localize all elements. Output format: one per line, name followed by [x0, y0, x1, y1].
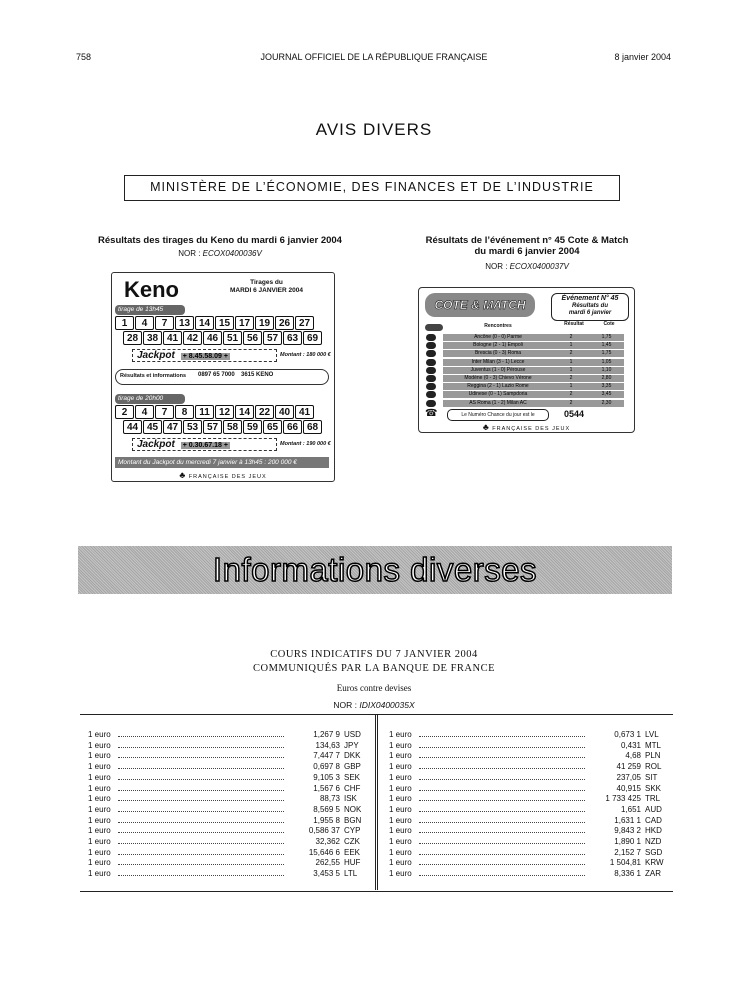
- draw1-row2: [123, 331, 322, 345]
- keno-number: 13: [175, 316, 194, 330]
- keno-card: [111, 272, 335, 482]
- rate-value: 0,697 8: [313, 762, 340, 772]
- rate-unit: 1 euro: [389, 783, 412, 793]
- keno-number: 38: [143, 331, 162, 345]
- rate-row: [389, 804, 665, 815]
- match-name: Bologne (2 - 1) Empoli: [473, 342, 523, 349]
- rate-row: [389, 772, 665, 783]
- match-row: [443, 359, 624, 366]
- jackpot2-amount: Montant : 190 000 €: [280, 441, 331, 447]
- leader-dots: [419, 779, 585, 780]
- leader-dots: [419, 736, 585, 737]
- chance-label: Le Numéro Chance du jour est le: [447, 409, 549, 421]
- keno-number: 17: [235, 316, 254, 330]
- page-number: 758: [76, 52, 92, 62]
- keno-number: 7: [155, 405, 174, 419]
- keno-number: 59: [243, 420, 262, 434]
- banner-title: Informations diverses: [212, 551, 538, 588]
- keno-number: 58: [223, 420, 242, 434]
- leader-dots: [118, 864, 284, 865]
- rate-value: 7,447 7: [313, 751, 340, 761]
- match-cote: 3,35: [601, 383, 612, 390]
- rate-row: [389, 761, 665, 772]
- currency-code: CYP: [344, 826, 361, 836]
- leader-dots: [419, 843, 585, 844]
- rate-unit: 1 euro: [88, 783, 111, 793]
- currency-code: ISK: [344, 794, 357, 804]
- rate-value: 9,843 2: [614, 826, 641, 836]
- draw1-label: tirage de 13h45: [115, 305, 185, 315]
- currency-code: TRL: [645, 794, 661, 804]
- leader-dots: [118, 790, 284, 791]
- rate-row: [389, 868, 665, 879]
- keno-nor: NOR : ECOX0400036V: [178, 249, 262, 258]
- rate-row: [389, 783, 665, 794]
- currency-code: DKK: [344, 751, 361, 761]
- keno-number: 68: [303, 420, 322, 434]
- leader-dots: [419, 747, 585, 748]
- match-name: Reggina (2 - 1) Lazio Rome: [467, 383, 529, 390]
- rate-value: 3,453 5: [313, 869, 340, 879]
- match-cote: 1,45: [601, 342, 612, 349]
- rate-row: [88, 729, 364, 740]
- rate-row: [88, 761, 364, 772]
- keno-number: 65: [263, 420, 282, 434]
- match-row: [443, 350, 624, 357]
- col-resultat: Résultat: [564, 321, 584, 327]
- keno-number: 53: [183, 420, 202, 434]
- rate-row: [88, 740, 364, 751]
- rate-row: [389, 836, 665, 847]
- match-row: [443, 375, 624, 382]
- match-row: [443, 400, 624, 407]
- match-row: [443, 367, 624, 374]
- rate-unit: 1 euro: [88, 847, 111, 857]
- rates-heading: COURS INDICATIFS DU 7 JANVIER 2004 COMMUNIQUÉS PAR LA BANQUE DE FRANCE: [252, 649, 495, 674]
- rate-row: [88, 783, 364, 794]
- currency-code: BGN: [344, 815, 362, 825]
- currency-code: NZD: [645, 837, 662, 846]
- rate-unit: 1 euro: [88, 869, 111, 879]
- rate-unit: 1 euro: [389, 815, 412, 825]
- phone-icon: ☎: [425, 408, 438, 419]
- rate-row: [88, 750, 364, 761]
- jackpot2-number: + 0.30.67.18 +: [182, 442, 228, 449]
- draw2-label: tirage de 20h00: [115, 394, 185, 404]
- rate-unit: 1 euro: [88, 740, 111, 750]
- match-name: Juventus (1 - 0) Pérouse: [470, 366, 526, 373]
- match-result: 2: [569, 375, 573, 381]
- match-cote: 1,75: [601, 334, 612, 340]
- ball-icon: [425, 324, 443, 331]
- leader-dots: [118, 736, 284, 737]
- rate-value: 0,673 1: [614, 730, 641, 739]
- currency-code: CHF: [344, 783, 361, 793]
- rate-unit: 1 euro: [88, 730, 111, 739]
- currency-code: SIT: [645, 772, 658, 782]
- rate-value: 1,890 1: [614, 837, 641, 846]
- keno-number: 40: [275, 405, 294, 419]
- ministry-box: [124, 175, 620, 201]
- rate-row: [88, 825, 364, 836]
- keno-number: 12: [215, 405, 234, 419]
- rates-subheading: Euros contre devises: [336, 683, 412, 693]
- leader-dots: [118, 843, 284, 844]
- currency-code: LTL: [344, 869, 358, 879]
- currency-code: CZK: [344, 837, 360, 846]
- rate-row: [389, 815, 665, 826]
- match-cote: 3,45: [601, 391, 612, 398]
- ball-icon: [426, 334, 436, 341]
- keno-number: 22: [255, 405, 274, 419]
- info-box: Résultats et informations 0897 65 7000 3615 KENO: [115, 369, 329, 385]
- rate-value: 1 504,81: [609, 858, 641, 868]
- match-result: 2: [569, 334, 573, 340]
- jackpot1-number: + 8.45.58.09 +: [182, 353, 228, 360]
- keno-number: 57: [203, 420, 222, 434]
- keno-number: 63: [283, 331, 302, 345]
- rate-value: 1,567 6: [313, 783, 340, 793]
- rate-row: [88, 772, 364, 783]
- cote-title: Résultats de l’événement n° 45 Cote & Match du mardi 6 janvier 2004: [425, 235, 629, 257]
- table-divider: [375, 714, 378, 890]
- match-row: [443, 383, 624, 390]
- rate-unit: 1 euro: [389, 740, 412, 750]
- keno-number: 19: [255, 316, 274, 330]
- currency-code: KRW: [645, 858, 664, 868]
- journal-title: JOURNAL OFFICIEL DE LA RÉPUBLIQUE FRANÇAISE: [260, 52, 488, 62]
- leader-dots: [118, 832, 284, 833]
- keno-number: 51: [223, 331, 242, 345]
- keno-number: 66: [283, 420, 302, 434]
- leader-dots: [118, 875, 284, 876]
- keno-number: 7: [155, 316, 174, 330]
- leader-dots: [419, 822, 585, 823]
- rate-unit: 1 euro: [389, 858, 412, 868]
- currency-code: PLN: [645, 751, 661, 761]
- rate-value: 88,73: [319, 794, 340, 804]
- rate-unit: 1 euro: [389, 869, 412, 879]
- ball-icon: [426, 367, 436, 374]
- keno-number: 44: [123, 420, 142, 434]
- rate-value: 2,152 7: [614, 847, 641, 857]
- rate-unit: 1 euro: [389, 837, 412, 846]
- section-heading: AVIS DIVERS: [315, 120, 433, 139]
- ministry-label: MINISTÈRE DE L’ÉCONOMIE, DES FINANCES ET DE L’INDUSTRIE: [150, 180, 594, 194]
- clover-icon: ♣: [482, 422, 490, 432]
- rate-value: 134,63: [315, 740, 340, 750]
- cote-nor: NOR : ECOX0400037V: [485, 262, 569, 271]
- currency-code: ROL: [645, 762, 662, 772]
- rate-unit: 1 euro: [88, 772, 111, 782]
- keno-number: 11: [195, 405, 214, 419]
- rate-unit: 1 euro: [389, 751, 412, 761]
- keno-title: Résultats des tirages du Keno du mardi 6 janvier 2004: [98, 235, 342, 246]
- rate-row: [389, 793, 665, 804]
- rate-row: [88, 868, 364, 879]
- keno-number: 27: [295, 316, 314, 330]
- currency-code: EEK: [344, 847, 361, 857]
- match-result: 1: [569, 358, 573, 365]
- rate-row: [88, 793, 364, 804]
- match-result: 1: [569, 342, 573, 349]
- leader-dots: [419, 790, 585, 791]
- cote-brand: ♣ FRANÇAISE DES JEUX: [482, 422, 571, 432]
- currency-code: ZAR: [645, 869, 661, 879]
- rate-row: [389, 847, 665, 858]
- currency-code: JPY: [344, 740, 359, 750]
- rate-unit: 1 euro: [389, 826, 412, 836]
- match-result: 2: [569, 399, 573, 406]
- match-cote: 1,10: [601, 366, 612, 373]
- match-cote: 2,30: [601, 399, 612, 406]
- match-result: 2: [569, 350, 573, 357]
- keno-number: 46: [203, 331, 222, 345]
- rate-value: 0,586 37: [308, 826, 340, 836]
- rate-unit: 1 euro: [389, 794, 412, 804]
- keno-number: 28: [123, 331, 142, 345]
- cote-match-card: [418, 287, 635, 433]
- rate-value: 262,55: [315, 858, 340, 868]
- jackpot-next-stripe: Montant du Jackpot du mercredi 7 janvier à 13h45 : 200 000 €: [115, 457, 329, 468]
- rate-unit: 1 euro: [389, 772, 412, 782]
- leader-dots: [419, 800, 585, 801]
- currency-code: HUF: [344, 858, 361, 868]
- keno-number: 47: [163, 420, 182, 434]
- currency-code: CAD: [645, 815, 662, 825]
- leader-dots: [118, 811, 284, 812]
- ball-icon: [426, 350, 436, 357]
- leader-dots: [118, 747, 284, 748]
- keno-draw-date: Tirages du MARDI 6 JANVIER 2004: [230, 279, 303, 294]
- keno-number: 69: [303, 331, 322, 345]
- match-name: AS Roma (1 - 2) Milan AC: [469, 399, 527, 406]
- rate-row: [88, 804, 364, 815]
- keno-number: 57: [263, 331, 282, 345]
- leader-dots: [419, 875, 585, 876]
- rate-value: 32,362: [315, 837, 340, 846]
- leader-dots: [118, 822, 284, 823]
- event-box: Événement N° 45 Résultats du mardi 6 janvier: [551, 293, 629, 321]
- keno-logo: Keno: [124, 277, 179, 302]
- issue-date: 8 janvier 2004: [614, 52, 671, 62]
- info-banner: [78, 546, 672, 594]
- leader-dots: [118, 768, 284, 769]
- currency-code: NOK: [344, 804, 362, 814]
- rate-row: [389, 740, 665, 751]
- leader-dots: [118, 800, 284, 801]
- currency-code: USD: [344, 730, 361, 739]
- ball-icon: [426, 342, 436, 349]
- keno-number: 2: [115, 405, 134, 419]
- jackpot1-box: Jackpot + 8.45.58.09 +: [132, 349, 277, 362]
- rate-unit: 1 euro: [88, 837, 111, 846]
- currency-code: HKD: [645, 826, 662, 836]
- rate-unit: 1 euro: [389, 804, 412, 814]
- jackpot1-amount: Montant : 180 000 €: [280, 352, 331, 358]
- rate-value: 0,431: [620, 740, 641, 750]
- currency-code: SEK: [344, 772, 361, 782]
- draw2-row1: [115, 405, 314, 419]
- currency-code: SKK: [645, 783, 662, 793]
- rate-unit: 1 euro: [389, 730, 412, 739]
- match-name: Inter Milan (3 - 1) Lecce: [471, 358, 525, 365]
- rate-unit: 1 euro: [88, 826, 111, 836]
- leader-dots: [419, 768, 585, 769]
- rate-row: [389, 825, 665, 836]
- match-name: Brescia (0 - 3) Roma: [474, 350, 522, 357]
- match-name: Ancône (0 - 0) Parme: [474, 334, 522, 340]
- leader-dots: [118, 854, 284, 855]
- rate-unit: 1 euro: [88, 858, 111, 868]
- match-name: Modène (0 - 3) Chievo Vérone: [464, 375, 532, 381]
- rate-value: 1 733 425: [605, 794, 641, 804]
- leader-dots: [419, 757, 585, 758]
- match-row: [443, 342, 624, 349]
- leader-dots: [419, 811, 585, 812]
- rate-value: 1,955 8: [313, 815, 340, 825]
- match-row: [443, 334, 624, 341]
- ball-icon: [426, 383, 436, 390]
- rates-nor: NOR : IDIX0400035X: [333, 700, 415, 710]
- keno-number: 14: [235, 405, 254, 419]
- currency-code: LVL: [645, 730, 659, 739]
- rate-row: [88, 815, 364, 826]
- jackpot2-box: Jackpot + 0.30.67.18 +: [132, 438, 277, 451]
- leader-dots: [419, 854, 585, 855]
- currency-code: AUD: [645, 804, 662, 814]
- ball-icon: [426, 359, 436, 366]
- rate-value: 1,651: [620, 804, 641, 814]
- rate-value: 8,336 1: [614, 869, 641, 879]
- leader-dots: [118, 779, 284, 780]
- currency-code: MTL: [645, 740, 661, 750]
- leader-dots: [419, 864, 585, 865]
- rate-unit: 1 euro: [389, 847, 412, 857]
- rate-value: 15,646 6: [308, 847, 340, 857]
- keno-number: 1: [115, 316, 134, 330]
- rate-row: [389, 729, 665, 740]
- col-rencontres: Rencontres: [484, 323, 512, 329]
- keno-number: 4: [135, 405, 154, 419]
- keno-number: 26: [275, 316, 294, 330]
- cote-logo: COTE & MATCH: [425, 293, 535, 317]
- rate-unit: 1 euro: [389, 762, 412, 772]
- rate-value: 1,631 1: [614, 815, 641, 825]
- rate-value: 9,105 3: [313, 772, 340, 782]
- col-cote: Cote: [603, 321, 615, 327]
- currency-code: GBP: [344, 762, 361, 772]
- match-result: 2: [569, 391, 573, 398]
- keno-number: 4: [135, 316, 154, 330]
- keno-number: 8: [175, 405, 194, 419]
- keno-number: 56: [243, 331, 262, 345]
- rate-value: 40,915: [616, 783, 641, 793]
- keno-number: 14: [195, 316, 214, 330]
- keno-number: 42: [183, 331, 202, 345]
- ball-icon: [426, 400, 436, 407]
- draw1-row1: [115, 316, 314, 330]
- rate-unit: 1 euro: [88, 804, 111, 814]
- clover-icon: ♣: [179, 470, 187, 480]
- keno-number: 45: [143, 420, 162, 434]
- draw2-row2: [123, 420, 322, 434]
- keno-number: 15: [215, 316, 234, 330]
- match-name: Udinese (0 - 1) Sampdoria: [468, 391, 528, 398]
- match-cote: 1,75: [601, 350, 612, 357]
- rate-unit: 1 euro: [88, 762, 111, 772]
- rate-unit: 1 euro: [88, 794, 111, 804]
- rate-value: 8,569 5: [313, 804, 340, 814]
- rate-value: 4,68: [625, 751, 641, 761]
- rate-row: [88, 857, 364, 868]
- ball-icon: [426, 375, 436, 382]
- leader-dots: [419, 832, 585, 833]
- chance-number: 0544: [563, 409, 585, 419]
- rate-value: 41 259: [616, 762, 641, 772]
- match-cote: 1,05: [601, 358, 612, 365]
- match-result: 1: [569, 366, 573, 373]
- rate-value: 1,267 9: [313, 730, 340, 739]
- rate-value: 237,05: [616, 772, 641, 782]
- keno-number: 41: [163, 331, 182, 345]
- rate-row: [389, 750, 665, 761]
- match-result: 1: [569, 383, 573, 390]
- ball-icon: [426, 391, 436, 398]
- rate-row: [88, 847, 364, 858]
- rate-unit: 1 euro: [88, 815, 111, 825]
- rate-row: [389, 857, 665, 868]
- keno-number: 41: [295, 405, 314, 419]
- rate-row: [88, 836, 364, 847]
- keno-brand: ♣ FRANÇAISE DES JEUX: [179, 470, 267, 480]
- match-cote: 2,80: [601, 375, 612, 381]
- rate-unit: 1 euro: [88, 751, 111, 761]
- leader-dots: [118, 757, 284, 758]
- currency-code: SGD: [645, 847, 663, 857]
- match-row: [443, 391, 624, 398]
